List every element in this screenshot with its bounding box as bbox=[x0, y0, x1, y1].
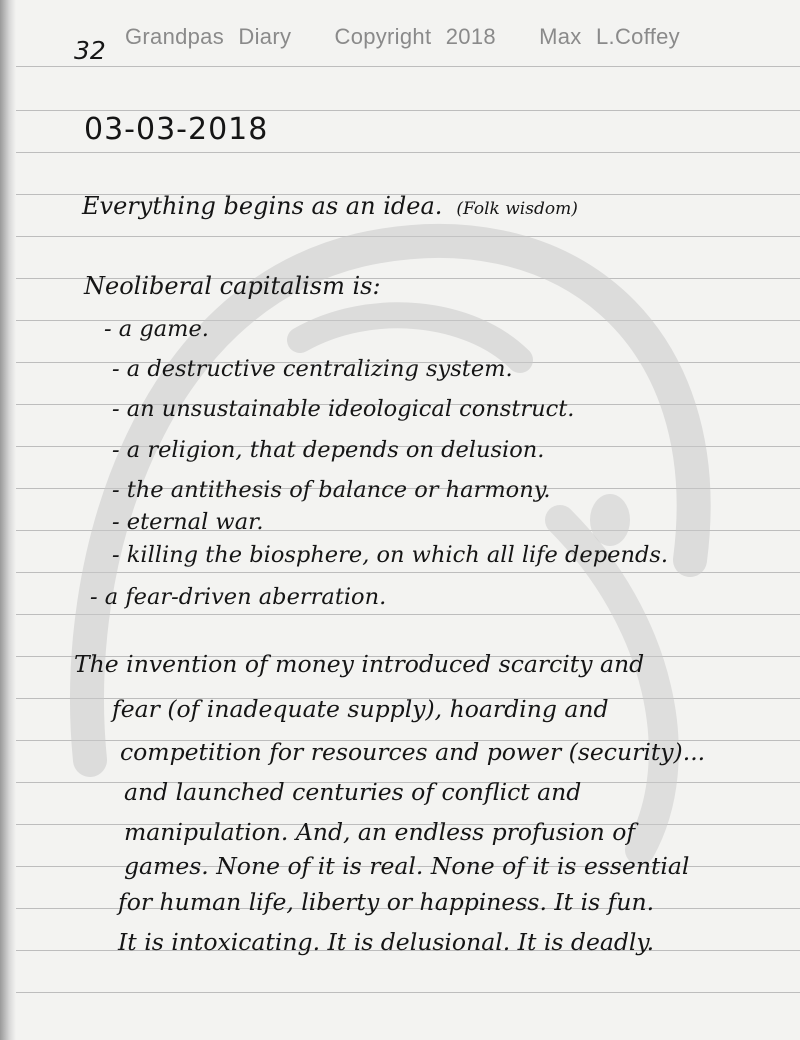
entry-quote bbox=[82, 192, 578, 220]
list-heading: Neoliberal capitalism is: bbox=[84, 272, 381, 300]
list-item: - the antithesis of balance or harmony. bbox=[112, 477, 551, 503]
list-item: - a fear-driven aberration. bbox=[90, 584, 387, 610]
paragraph-line: The invention of money introduced scarcity and bbox=[74, 650, 645, 678]
list-item: - a game. bbox=[104, 316, 209, 342]
page-header bbox=[0, 22, 800, 65]
header-copyright-title: Grandpas Diary Copyright 2018 Max L.Coffey bbox=[125, 24, 680, 49]
list-item: - eternal war. bbox=[112, 509, 264, 535]
list-item: - killing the biosphere, on which all life depends. bbox=[112, 542, 669, 568]
quote-attribution: (Folk wisdom) bbox=[456, 199, 578, 219]
paragraph-line: competition for resources and power (security)... bbox=[120, 738, 706, 766]
paragraph-line: fear (of inadequate supply), hoarding and bbox=[112, 695, 609, 723]
list-item: - an unsustainable ideological construct. bbox=[112, 396, 575, 422]
list-item: - a religion, that depends on delusion. bbox=[112, 437, 545, 463]
quote-text: Everything begins as an idea. bbox=[82, 192, 443, 220]
paragraph-line: and launched centuries of conflict and bbox=[124, 778, 582, 806]
page-number: 32 bbox=[74, 36, 106, 65]
list-item: - a destructive centralizing system. bbox=[112, 356, 513, 382]
entry-date: 03-03-2018 bbox=[84, 112, 269, 147]
paragraph-line: games. None of it is real. None of it is essential bbox=[124, 852, 690, 880]
paragraph-line: for human life, liberty or happiness. It is fun. bbox=[118, 888, 655, 916]
paragraph-line: It is intoxicating. It is delusional. It is deadly. bbox=[118, 928, 655, 956]
paragraph-line: manipulation. And, an endless profusion of bbox=[124, 818, 636, 846]
